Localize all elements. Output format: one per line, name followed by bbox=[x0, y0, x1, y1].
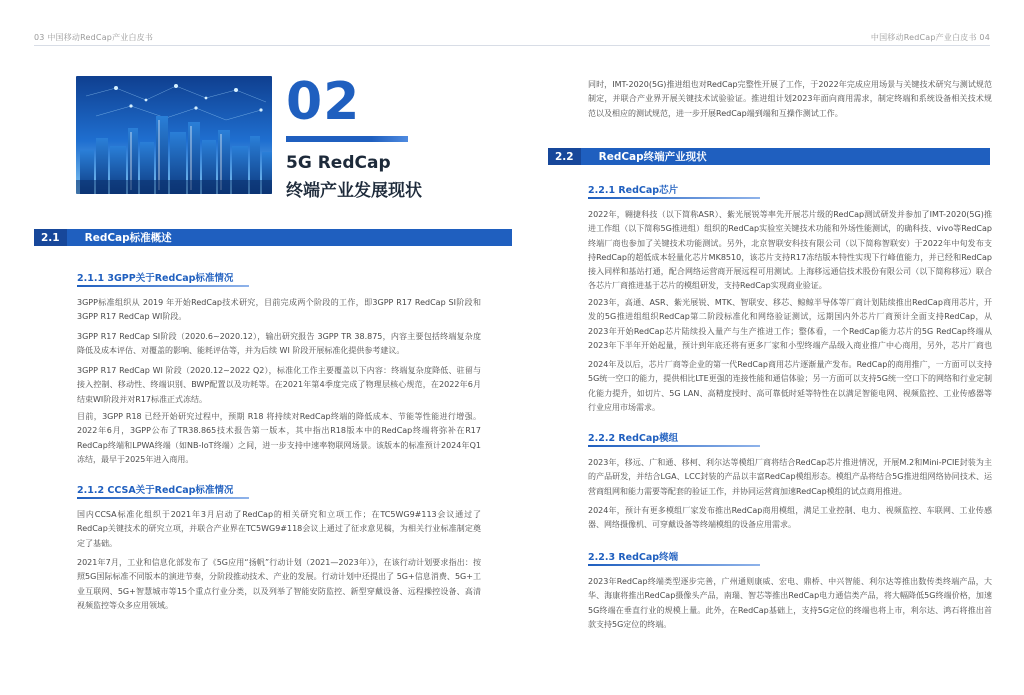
subsection-2-2-2-title: 2.2.2 RedCap模组 bbox=[588, 433, 679, 444]
paragraph: 2023年，高通、ASR、紫光展锐、MTK、智联安、移芯、鲸鲸半导体等厂商计划陆续推出RedCap商用芯片，开发的5G推进组组织RedCap第二阶段标准化和网络验证测试，远期国内外芯片厂商预计全面支持RedCap，从2023年开始RedCap芯片陆续投入量产与生产推进工作；整体看，一个RedCap能力芯片的5G RedCap终端从2023年下半年开始起量，预计到年底还将有更多厂家和小型终端产品级入商业推广中心商用，另外，芯片厂商也 bbox=[588, 298, 992, 350]
subsection-2-2-1-title: 2.2.1 RedCap芯片 bbox=[588, 185, 679, 196]
section-2-2-bar bbox=[548, 148, 990, 165]
paragraph: 2023年，移远、广和通、移柯、利尔达等模组厂商将结合RedCap芯片推进情况，开展M.2和Mini-PCIE封装为主的产品研发，并结合LGA、LCC封装的产品以丰富RedCap模组形态。模组产品将结合5G推进组网络协同技术、运营商组网和能力需要等配套的验证工作，并协同运营商加速RedCap模组的试点商用推进。 bbox=[588, 458, 992, 496]
subsection-2-2-3-title: 2.2.3 RedCap终端 bbox=[588, 552, 679, 563]
paragraph: 2024年，预计有更多模组厂家发布推出RedCap商用模组，满足工业控制、电力、视频监控、车联网、工业传感器、网络摄像机、可穿戴设备等终端模组的设备应用需求。 bbox=[588, 506, 992, 530]
paragraph: 2021年7月，工业和信息化部发布了《5G应用“扬帆”行动计划（2021—2023年）》，在该行动计划要求指出：按照5G国际标准不同版本的演进节奏，分阶段推动技术、产业的发展。行动计划中还提出了 5G+信息消费、5G+工业互联网、5G+智慧城市等15个重点行业分类，以及列举了智能安防监控、新型穿戴设备、远程操控设备、高清视频监控等众多应用领域。 bbox=[77, 558, 481, 610]
city-skyline-image bbox=[76, 76, 272, 194]
section-number: 2.2 bbox=[548, 148, 581, 165]
paragraph: 国内CCSA标准化组织于2021年3月启动了RedCap的相关研究和立项工作；在TC5WG9#113会议通过了RedCap关键技术的研究立项，并联合产业界在TC5WG9#118会议上通过了征求意见稿，为相关行业标准制定奠定了基础。 bbox=[77, 510, 481, 548]
paragraph: 3GPP R17 RedCap SI阶段（2020.6~2020.12），输出研究报告 3GPP TR 38.875，内容主要包括终端复杂度降低及成本评估、对覆盖的影响、能耗评估等，并为后续 WI 阶段开展标准化提供参考建议。 bbox=[77, 332, 481, 356]
section-number: 2.1 bbox=[34, 229, 67, 246]
header-divider bbox=[512, 45, 990, 46]
paragraph: 2023年RedCap终端类型逐步完善，广州通则康威、宏电、鼎桥、中兴智能、利尔达等推出数传类终端产品，大华、海康将推出RedCap摄像头产品，南瑞、智芯等推出RedCap电力通信类产品，将大幅降低5G终端价格，加速5G终端在垂直行业的规模上量。此外，在RedCap基础上，支持5G定位的终端也将上市，利尔达、鸿石将推出首款支持5G定位的终端。 bbox=[588, 577, 992, 629]
page-header-left: 03 中国移动RedCap产业白皮书 bbox=[34, 33, 154, 42]
paragraph: 2024年及以后，芯片厂商等企业的第一代RedCap商用芯片逐渐量产发布。RedCap的商用推广，一方面可以支持5G统一空口的能力，提供相比LTE更强的连接性能和通信体验；另一方面可以支持5G统一空口下的网络和行业定制化能力提升，如切片、5G LAN、高精度授时、高可靠低时延等特性在以满足智能电网、视频监控、工业传感器等行业应用市场需求。 bbox=[588, 360, 992, 412]
subsection-underline bbox=[588, 445, 760, 447]
header-divider bbox=[34, 45, 512, 46]
chapter-number: 02 bbox=[286, 72, 361, 132]
subsection-2-1-1-title: 2.1.1 3GPP关于RedCap标准情况 bbox=[77, 273, 234, 284]
section-2-1-bar bbox=[34, 229, 512, 246]
paragraph: 3GPP标准组织从 2019 年开始RedCap技术研究，目前完成两个阶段的工作，即3GPP R17 RedCap SI阶段和3GPP R17 RedCap WI阶段。 bbox=[77, 298, 481, 322]
paragraph: 同时，IMT-2020(5G)推进组也对RedCap完整性开展了工作，于2022年完成应用场景与关键技术研究与测试规范制定，并联合产业界开展关键技术试验验证。推进组计划2023年面向商用需求，制定终端和系统设备相关技术规范以及相应的测试规范，进一步开展RedCap端到端和互操作测试工作。 bbox=[588, 80, 992, 118]
right-page bbox=[512, 0, 1024, 695]
subsection-underline bbox=[77, 285, 249, 287]
subsection-underline bbox=[588, 197, 760, 199]
paragraph: 目前，3GPP R18 已经开始研究过程中，预期 R18 将持续对RedCap终端的降低成本、节能等性能进行增强。2022年6月，3GPP公布了TR38.865技术报告第一版本，其中指出R18版本中的RedCap终端将弥补在R17 RedCap终端和LPWA终端（如NB-IoT终端）之间，进一步支持中速率物联网场景。该版本的标准预计2024年Q1冻结，最早于2025年进入商用。 bbox=[77, 412, 481, 464]
section-label: RedCap标准概述 bbox=[84, 232, 172, 244]
subsection-2-1-2-title: 2.1.2 CCSA关于RedCap标准情况 bbox=[77, 485, 234, 496]
chapter-title-line1: 5G RedCap bbox=[286, 153, 391, 173]
subsection-underline bbox=[77, 497, 249, 499]
chapter-title-line2: 终端产业发展现状 bbox=[286, 181, 422, 201]
chapter-accent-bar bbox=[286, 136, 408, 142]
paragraph: 2022年，翱捷科技（以下简称ASR）、紫光展锐等率先开展芯片级的RedCap测试研发并参加了IMT-2020(5G)推进工作组（以下简称5G推进组）组织的RedCap实验室关键技术功能和外场性能测试，的确科技、vivo等RedCap终端厂商也参加了关键技术功能测试。另外，北京智联安科技有限公司（以下简称智联安）于2022年中旬发布支持RedCap的超低成本轻量化芯片MK8510，该芯片支持R17冻结版本特性实现下行峰值能力，并已经和RedCap接入同样和基站打通，配合网络运营商开展远程可用测试。上海移远通信技术股份有限公司（以下简称移远）联合各芯片厂商推进基于芯片的模组研发，支持RedCap实现商业验证。 bbox=[588, 210, 992, 290]
paragraph: 3GPP R17 RedCap WI 阶段（2020.12~2022 Q2），标准化工作主要覆盖以下内容：终端复杂度降低、驻留与接入控制、移动性、终端识别、BWP配置以及功耗等。在2021年第4季度完成了物理层核心规范，在2022年6月结束WI阶段并对R17标准正式冻结。 bbox=[77, 366, 481, 404]
page-header-right: 中国移动RedCap产业白皮书 04 bbox=[870, 33, 990, 42]
city-skyline-illustration bbox=[76, 76, 272, 194]
section-label: RedCap终端产业现状 bbox=[598, 151, 707, 163]
subsection-underline bbox=[588, 564, 760, 566]
